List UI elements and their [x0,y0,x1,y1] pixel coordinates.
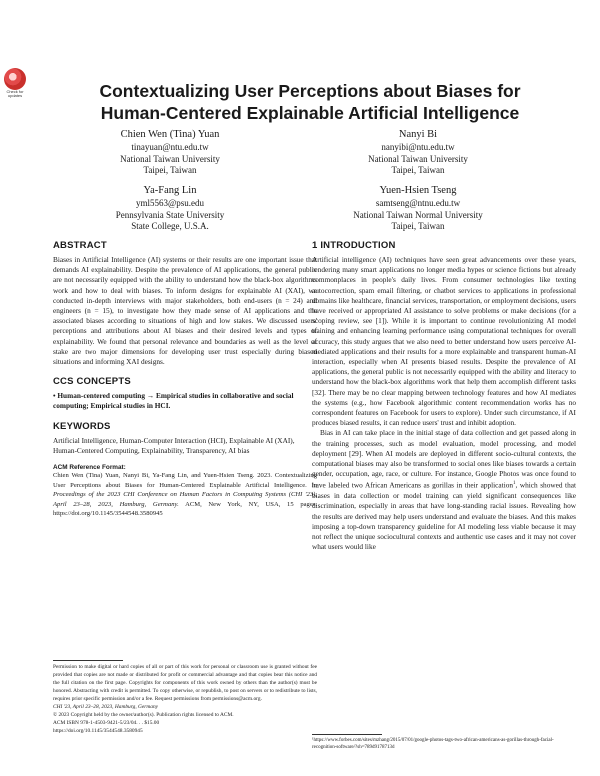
ccs-text: • Human-centered computing → Empirical studies in collaborative and social computing; Empirical studies in HCI. [53,391,294,411]
intro-heading: 1 INTRODUCTION [312,240,396,251]
acm-reference-italic: Proceedings of the 2023 CHI Conference on Human Factors in Computing Systems (CHI '23), April 23–28, 2023, Hamburg, Germany. [53,491,317,508]
acm-reference-heading: ACM Reference Format: [53,464,126,472]
author-name: Ya-Fang Lin [143,185,197,196]
author-affiliation: National Taiwan University [120,153,220,164]
author-affiliation: National Taiwan University [368,153,468,164]
author-block [80,128,260,177]
intro-p2-a: Bias in AI can take place in the initial stage of data collection and get passed along in the training processes, such as model evaluation, model processing, and model deployment [29]. When AI models are deployed in different socio-cultural contexts, the computational biases may also be transformed to social ones like biases towards a certain gender, occupation, age, race, or culture. For instance, Google Photos was once found to have labeled two African Americans as gorillas in their application [312,428,576,490]
abstract-heading: ABSTRACT [53,240,107,251]
acm-reference-text [53,471,317,519]
intro-paragraph-1: Artificial intelligence (AI) techniques have seen great advancements over these years, rendering many smart applications no longer media hypes or science fictions but already commonplaces in people's daily lives. From consumer technologies like texting autocorrection, spam email filtering, or chatbot services to applications in professional domains like healthcare, financial services, transportation, or employment decisions, users have received or appropriated AI assistance to solve problems or make decisions (for a scoping review, see [1]). While it is important to continue revolutionizing AI model training and enhancing learning performance using computational techniques for overall accuracy, this study argues that we also need to better understand how users perceive AI-mediated applications and their results for a more explainable and transparent human-AI interaction, especially when AI presents biased results. Despite the prevalence of AI applications, the general public is not necessarily equipped with the ability and literacy to understand how the black-box algorithms work that help them accomplish different tasks [32]. There may be no clear mapping between technology features and how AI mediates the systems (e.g., how Facebook algorithmic content recommendation works has no correspondent features on Facebook for users to explore). Under such circumstance, if AI produces biased results, it can reduce users' trust and inhibit adoption. [312,255,576,428]
ccs-heading: CCS CONCEPTS [53,376,131,388]
permission-text: Permission to make digital or hard copies of all or part of this work for personal or classroom use is granted without fee provided that copies are not made or distributed for profit or commercial advantage and that copies bear this notice and the full citation on the first page. Copyrights for components of this work owned by others than the author(s) must be honored. Abstracting with credit is permitted. To copy otherwise, or republish, to post on servers or to redistribute to lists, requires prior specific permission and/or a fee. Request permissions from permissions@acm.org. [53,664,317,702]
intro-p2-b: , which showed that biases in data collection or model training can yield significant consequences like discrimination, especially in areas that have long-standing racial issues. Revealing how the results are derived may help users understand and evaluate the biases. And this makes imposing a top-down transparency guideline for AI modeling less viable because it may not reflect the unique sociocultural contexts and authentic use cases and it may not cover what users would like [312,480,576,552]
title-line-2: Human-Centered Explainable Artificial Intelligence [100,103,520,123]
check-for-updates-badge[interactable] [2,68,28,100]
title-line-1: Contextualizing User Perceptions about Biases for [99,81,521,101]
footer-divider [53,660,123,661]
author-location: Taipei, Taiwan [391,221,445,231]
author-location: Taipei, Taiwan [143,165,197,175]
footnote[interactable]: ¹https://www.forbes.com/sites/mzhang/2015/07/01/google-photos-tags-two-african-americans-as-gorillas-through-facial-recognition-software/?sh=789d9178713d [312,738,554,750]
author-block [80,184,260,233]
permission-copyright: © 2023 Copyright held by the owner/author(s). Publication rights licensed to ACM. [53,712,234,718]
author-email: yml5563@psu.edu [135,198,205,208]
permission-doi[interactable]: https://doi.org/10.1145/3544548.3580945 [53,728,143,734]
author-block [318,128,518,177]
keywords-text: Artificial Intelligence, Human-Computer Interaction (HCI), Explainable AI (XAI), Human-Centered Computing, Explainability, Transparency, AI bias [53,435,295,455]
author-name: Chien Wen (Tina) Yuan [120,129,220,140]
author-location: Taipei, Taiwan [391,165,445,175]
footnote-divider [312,734,382,735]
author-email: tinayuan@ntu.edu.tw [131,142,209,152]
author-email: samtseng@ntnu.edu.tw [375,198,461,208]
acm-reference-plain: Chien Wen (Tina) Yuan, Nanyi Bi, Ya-Fang Lin, and Yuen-Hsien Tseng. 2023. Contextualizing User Perceptions about Biases for Human-Centered Explainable Artificial Intelligence. In [53,472,317,489]
author-location: State College, U.S.A. [131,221,209,231]
badge-label: Check for updates [6,89,24,98]
abstract-text: Biases in Artificial Intelligence (AI) systems or their results are one important issue that demands AI explainability. Despite the prevalence of AI applications, the general public are not necessarily equipped with the ability to understand how the black-box algorithms work and how to deal with biases. To inform designs for explainable AI (XAI), we conducted in-depth interviews with major stakeholders, both end-users (n = 24) and engineers (n = 15), to investigate how they made sense of AI applications and the associated biases according to situations of high and low stakes. We discussed users' perceptions and attributions about AI biases and their desired levels and types of explainability. We found that personal relevance and boundaries as well as the level of stake are two major dimensions for developing user trust especially during biased situations and informing XAI designs. [53,255,317,367]
author-name: Yuen-Hsien Tseng [379,185,457,196]
permission-venue: CHI '23, April 23–28, 2023, Hamburg, Germany [53,704,159,710]
paper-title [40,80,580,124]
author-affiliation: Pennsylvania State University [115,209,225,220]
permission-block [53,663,317,735]
author-affiliation: National Taiwan Normal University [353,209,483,220]
footnote-marker[interactable]: 1 [513,481,516,487]
keywords-heading: KEYWORDS [53,420,111,432]
intro-paragraph-2 [312,428,576,552]
right-column [312,240,576,552]
check-for-updates-icon [4,68,26,90]
author-email: nanyibi@ntu.edu.tw [381,142,455,152]
acm-reference-tail[interactable]: ACM, New York, NY, USA, 15 pages. https://doi.org/10.1145/3544548.3580945 [53,500,317,518]
permission-isbn: ACM ISBN 978-1-4503-9421-5/23/04. . . $15.00 [53,720,160,726]
author-block [318,184,518,233]
author-name: Nanyi Bi [398,129,438,140]
left-column [53,240,317,519]
